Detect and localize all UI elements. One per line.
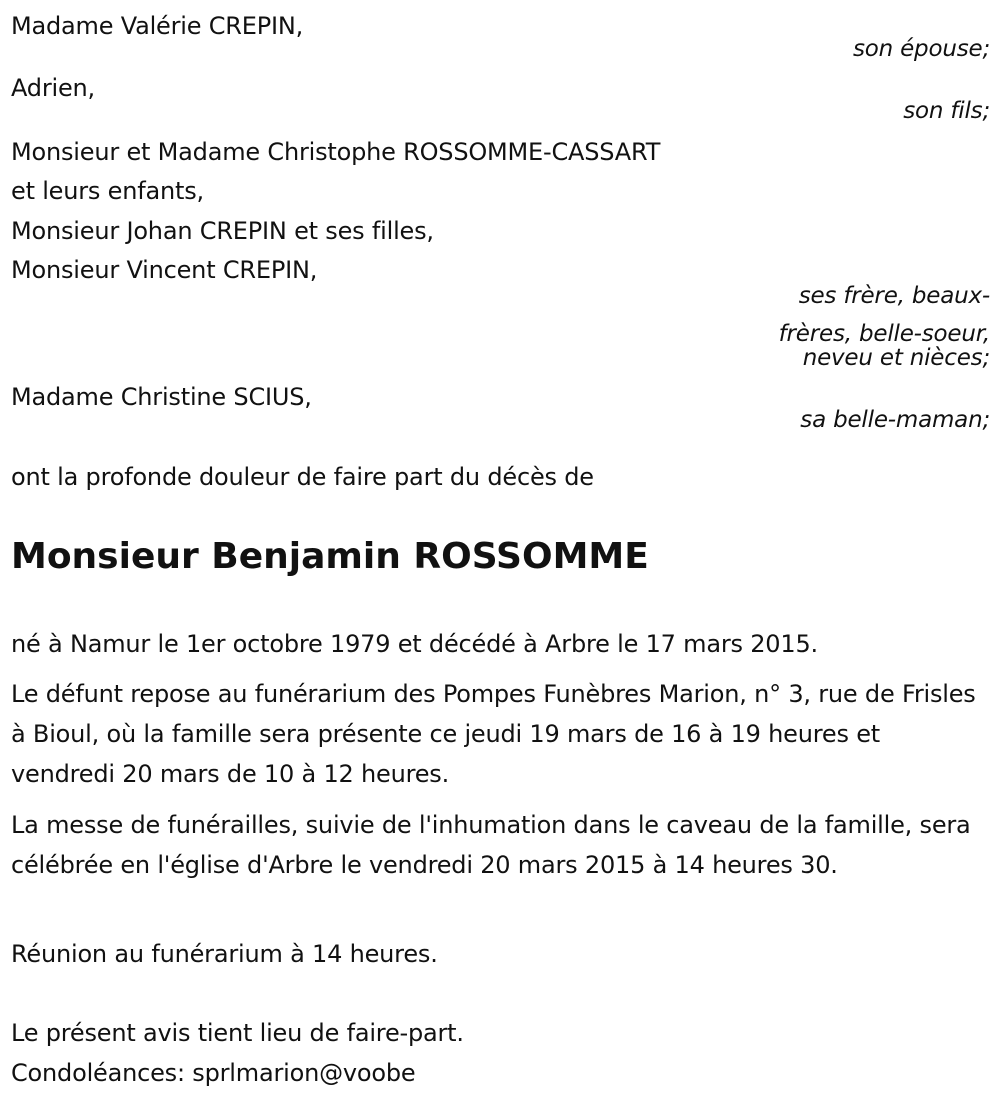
family-member-name: Monsieur Johan CREPIN et ses filles,: [11, 217, 434, 245]
family-relation: son fils;: [903, 98, 990, 124]
condolences-text: Condoléances: sprlmarion@voobe: [11, 1059, 416, 1087]
family-relation: sa belle-maman;: [800, 407, 990, 433]
family-relation: neveu et nièces;: [802, 345, 990, 371]
family-member-name: et leurs enfants,: [11, 177, 204, 205]
family-member-name: Monsieur et Madame Christophe ROSSOMME-CASSART: [11, 138, 661, 166]
family-member-name: Adrien,: [11, 74, 95, 102]
notice-text: Le présent avis tient lieu de faire-part.: [11, 1019, 464, 1047]
family-member-name: Madame Valérie CREPIN,: [11, 12, 304, 40]
family-relation: ses frère, beaux-: [798, 283, 990, 309]
family-member-name: Monsieur Vincent CREPIN,: [11, 256, 318, 284]
deceased-name-heading: Monsieur Benjamin ROSSOMME: [11, 536, 649, 577]
viewing-paragraph: Le défunt repose au funérarium des Pompes Funèbres Marion, n° 3, rue de Frisles à Bioul, où la famille sera présente ce jeudi 19 mars de 16 à 19 heures et vendredi 20 mars de 10 à 12 heures.: [11, 680, 976, 788]
family-member-name: Madame Christine SCIUS,: [11, 383, 312, 411]
birth-death-paragraph: né à Namur le 1er octobre 1979 et décédé à Arbre le 17 mars 2015.: [11, 630, 818, 658]
announcement-intro: ont la profonde douleur de faire part du décès de: [11, 463, 594, 491]
funeral-paragraph: La messe de funérailles, suivie de l'inhumation dans le caveau de la famille, sera célébrée en l'église d'Arbre le vendredi 20 mars 2015 à 14 heures 30.: [11, 811, 971, 879]
meeting-paragraph: Réunion au funérarium à 14 heures.: [11, 940, 438, 968]
family-relation: frères, belle-soeur,: [778, 321, 990, 347]
family-relation: son épouse;: [852, 36, 990, 62]
